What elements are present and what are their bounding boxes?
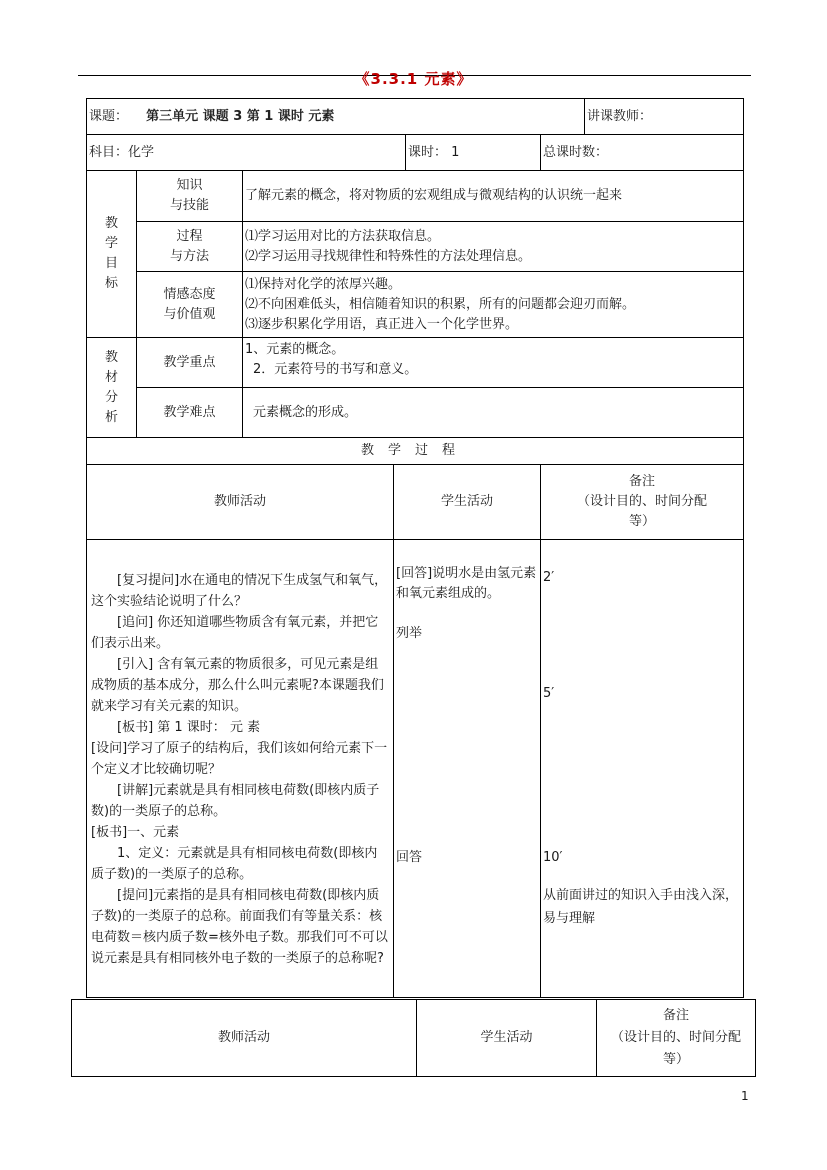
notes-header-line: （设计目的、时间分配 bbox=[610, 1030, 741, 1045]
knowledge-label-line: 知识 bbox=[176, 178, 203, 193]
time-allocation: 2′ bbox=[543, 570, 555, 585]
time-allocation: 10′ bbox=[543, 850, 563, 865]
teacher-step: [追问] 你还知道哪些物质含有氧元素，并把它们表示出来。 bbox=[91, 615, 379, 651]
process-method-label bbox=[137, 222, 243, 272]
key-points-content bbox=[243, 338, 744, 388]
teacher-step: [复习提问]水在通电的情况下生成氢气和氧气，这个实验结论说明了什么？ bbox=[91, 573, 388, 609]
process-item: ⑵学习运用寻找规律性和特殊性的方法处理信息。 bbox=[245, 248, 532, 264]
process-item: ⑴学习运用对比的方法获取信息。 bbox=[245, 228, 441, 244]
key-points-label-text: 教学重点 bbox=[163, 354, 216, 370]
notes-header-line: 备注 bbox=[629, 474, 656, 489]
teacher-step: [引入] 含有氧元素的物质很多，可见元素是组成物质的基本成分，那么什么叫元素呢?本课题我们就来学习有关元素的知识。 bbox=[91, 657, 384, 714]
notes-content bbox=[541, 540, 744, 998]
goals-label-char: 教 bbox=[104, 216, 118, 231]
emotion-item: ⑵不向困难低头，相信随着知识的积累，所有的问题都会迎刃而解。 bbox=[245, 296, 636, 312]
subject-cell bbox=[87, 135, 406, 171]
analysis-label-char: 教 bbox=[104, 349, 118, 365]
emotion-label-line: 情感态度 bbox=[163, 286, 216, 302]
period-label: 课时： bbox=[408, 144, 448, 160]
difficulty-label-text: 教学难点 bbox=[163, 404, 216, 420]
notes-header bbox=[541, 465, 744, 540]
difficulty-label bbox=[137, 388, 243, 438]
teacher-activity-header: 教师活动 bbox=[72, 1000, 417, 1077]
time-allocation: 5′ bbox=[543, 686, 555, 701]
topic-cell bbox=[87, 99, 585, 135]
key-point-item: 2．元素符号的书写和意义。 bbox=[253, 362, 418, 377]
emotion-label-line: 与价值观 bbox=[163, 306, 216, 322]
goals-label-char: 标 bbox=[104, 276, 118, 291]
teacher-step: [设问]学习了原子的结构后，我们该如何给元素下一个定义才比较确切呢？ bbox=[91, 741, 388, 777]
emotion-item: ⑴保持对化学的浓厚兴趣。 bbox=[245, 276, 402, 292]
key-point-item: 1、元素的概念。 bbox=[245, 342, 345, 357]
process-label-line: 与方法 bbox=[169, 248, 209, 264]
difficulty-text: 元素概念的形成。 bbox=[253, 404, 358, 420]
design-note: 从前面讲过的知识入手由浅入深，易与理解 bbox=[543, 888, 739, 926]
total-periods-cell bbox=[541, 135, 744, 171]
teacher-label: 讲课教师： bbox=[587, 108, 653, 124]
document-title: 《3.3.1 元素》 bbox=[354, 70, 473, 88]
teacher-activity-header: 教师活动 bbox=[87, 465, 394, 540]
lesson-plan-table bbox=[86, 98, 744, 998]
teacher-step: 1、定义：元素就是具有相同核电荷数(即核内质子数)的一类原子的总称。 bbox=[91, 846, 378, 882]
teacher-step: [提问]元素指的是具有相同核电荷数(即核内质子数)的一类原子的总称。前面我们有等量关系：核电荷数＝核内质子数=核外电子数。那我们可不可以说元素是具有相同核外电子数的一类原子的总称呢? bbox=[91, 888, 388, 966]
topic-value: 第三单元 课题 3 第 1 课时 元素 bbox=[146, 108, 335, 124]
student-answer: [回答]说明水是由氢元素和氧元素组成的。 bbox=[396, 566, 537, 601]
student-activity-content bbox=[394, 540, 541, 998]
knowledge-label-line: 与技能 bbox=[169, 198, 209, 213]
notes-header-line: 等） bbox=[662, 1052, 689, 1067]
knowledge-content bbox=[243, 171, 744, 222]
analysis-group-label bbox=[87, 338, 137, 438]
page-number: 1 bbox=[741, 1089, 749, 1103]
teacher-step: [板书] 第 1 课时： 元 素 bbox=[117, 720, 261, 735]
student-answer: 回答 bbox=[396, 850, 423, 865]
difficulty-content bbox=[243, 388, 744, 438]
teacher-step: [板书]一、元素 bbox=[91, 825, 180, 840]
emotion-label bbox=[137, 272, 243, 338]
goals-group-label bbox=[87, 171, 137, 338]
notes-header bbox=[597, 1000, 756, 1077]
teacher-step: [讲解]元素就是具有相同核电荷数(即核内质子数)的一类原子的总称。 bbox=[91, 783, 380, 819]
subject-text: 科目：化学 bbox=[89, 144, 155, 160]
emotion-item: ⑶逐步积累化学用语，真正进入一个化学世界。 bbox=[245, 316, 519, 332]
process-method-content bbox=[243, 222, 744, 272]
knowledge-label bbox=[137, 171, 243, 222]
process-title: 教学过程 bbox=[87, 438, 744, 465]
analysis-label-char: 析 bbox=[104, 409, 118, 425]
teacher-cell bbox=[585, 99, 744, 135]
goals-label-char: 目 bbox=[104, 256, 118, 271]
notes-header-line: （设计目的、时间分配 bbox=[577, 494, 708, 509]
process-label-line: 过程 bbox=[176, 228, 203, 244]
topic-label: 课题： bbox=[89, 108, 129, 124]
student-list: 列举 bbox=[396, 626, 423, 641]
continued-header-table bbox=[71, 999, 756, 1077]
student-activity-header: 学生活动 bbox=[417, 1000, 597, 1077]
emotion-content bbox=[243, 272, 744, 338]
student-activity-header: 学生活动 bbox=[394, 465, 541, 540]
analysis-label-char: 分 bbox=[104, 389, 118, 405]
teacher-activity-content bbox=[87, 540, 394, 998]
knowledge-text: 了解元素的概念，将对物质的宏观组成与微观结构的认识统一起来 bbox=[245, 188, 623, 203]
period-cell bbox=[406, 135, 541, 171]
period-value: 1 bbox=[451, 144, 460, 160]
analysis-label-char: 材 bbox=[104, 369, 118, 385]
notes-header-line: 备注 bbox=[662, 1008, 689, 1023]
key-points-label bbox=[137, 338, 243, 388]
notes-header-line: 等） bbox=[629, 514, 656, 529]
total-periods-label: 总课时数： bbox=[543, 144, 609, 160]
goals-label-char: 学 bbox=[104, 236, 118, 251]
